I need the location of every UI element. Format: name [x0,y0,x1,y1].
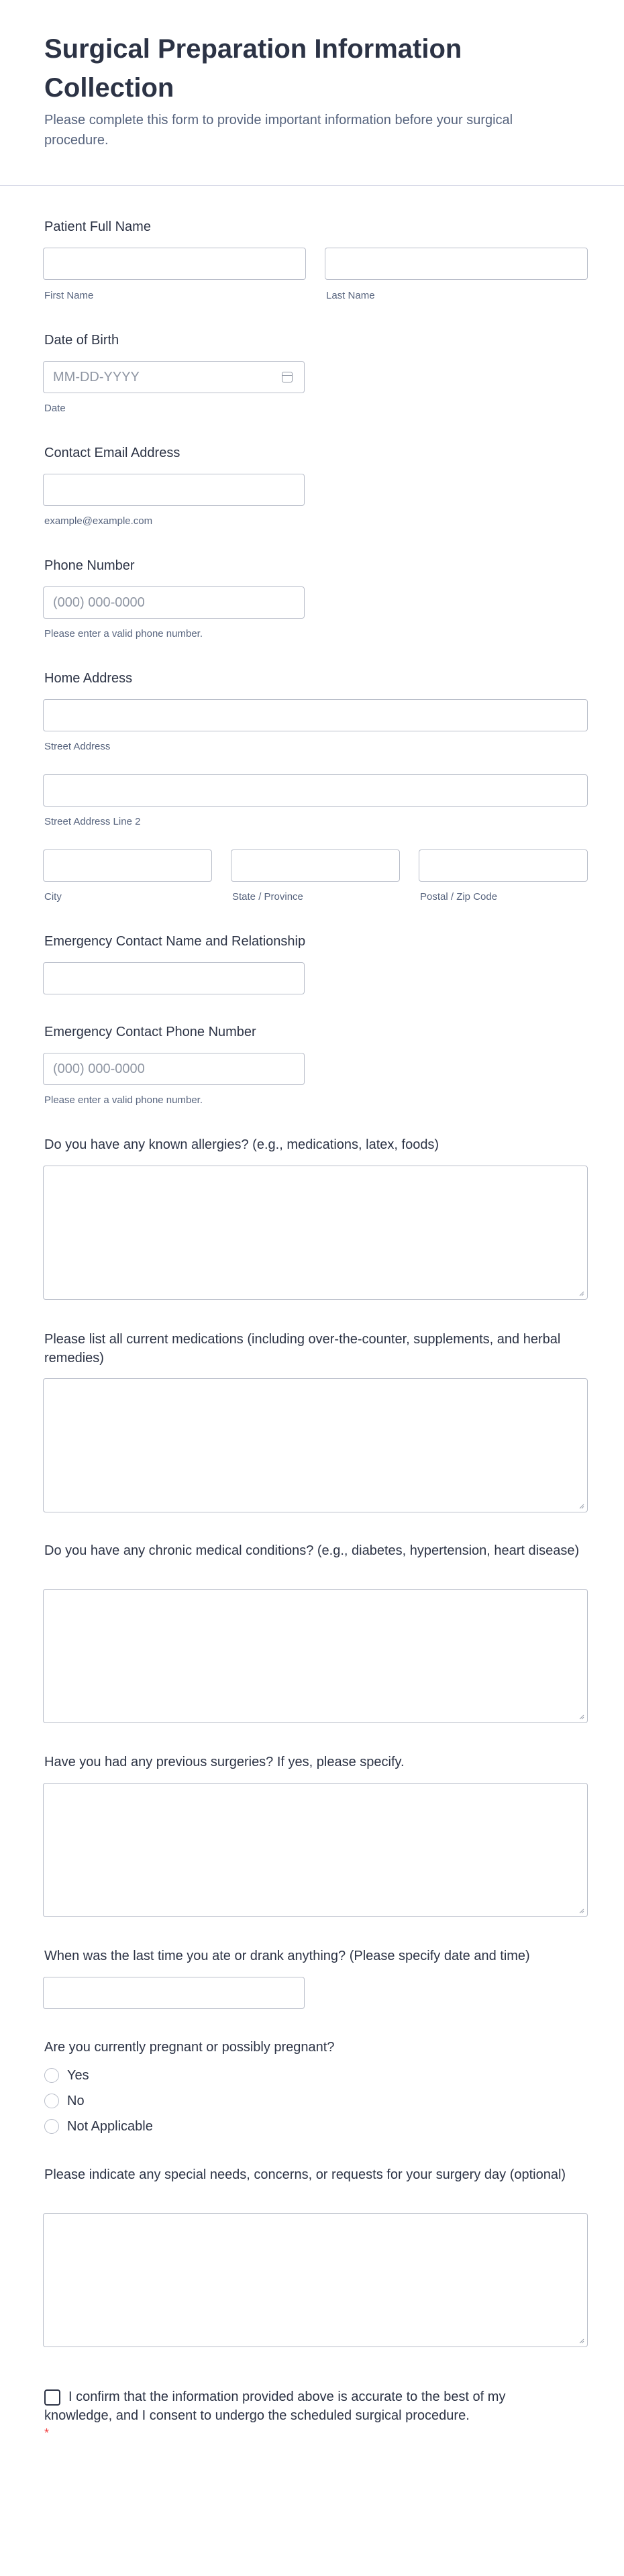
phone-label: Phone Number [44,558,135,573]
street-address-line2-sublabel: Street Address Line 2 [44,816,141,827]
dob-label: Date of Birth [44,333,119,348]
dob-input[interactable] [43,361,305,393]
form-header [0,0,624,186]
medications-label: Please list all current medications (including over-the-counter, supplements, and herbal remedies) [44,1332,561,1366]
last-name-sublabel: Last Name [326,290,375,301]
calendar-icon[interactable] [282,372,293,382]
last-meal-input[interactable] [43,1977,305,2009]
email-label: Contact Email Address [44,446,180,460]
street-address-input[interactable] [43,699,588,731]
conditions-label: Do you have any chronic medical conditions? (e.g., diabetes, hypertension, heart disease) [44,1543,580,1558]
emergency-name-input[interactable] [43,962,305,994]
street-address-line2-input[interactable] [43,774,588,807]
medications-textarea[interactable] [43,1378,588,1512]
address-label: Home Address [44,671,133,686]
pregnancy-na-label[interactable]: Not Applicable [67,2119,153,2134]
email-input[interactable] [43,474,305,506]
emergency-phone-label: Emergency Contact Phone Number [44,1025,256,1039]
first-name-sublabel: First Name [44,290,94,301]
city-input[interactable] [43,849,212,882]
special-needs-label: Please indicate any special needs, concerns, or requests for your surgery day (optional) [44,2167,566,2182]
surgeries-textarea[interactable] [43,1783,588,1917]
street-address-sublabel: Street Address [44,741,111,752]
emergency-name-label: Emergency Contact Name and Relationship [44,934,306,949]
resize-handle-icon[interactable] [578,1290,584,1296]
city-sublabel: City [44,891,62,903]
phone-sublabel: Please enter a valid phone number. [44,628,203,639]
first-name-input[interactable] [43,248,306,280]
zip-input[interactable] [419,849,588,882]
pregnancy-no-radio[interactable] [44,2094,59,2108]
state-input[interactable] [231,849,400,882]
phone-input[interactable] [43,586,305,619]
pregnancy-label: Are you currently pregnant or possibly pregnant? [44,2040,335,2055]
pregnancy-no-label[interactable]: No [67,2094,85,2108]
resize-handle-icon[interactable] [578,1502,584,1509]
allergies-textarea[interactable] [43,1166,588,1300]
emergency-phone-input[interactable] [43,1053,305,1085]
resize-handle-icon[interactable] [578,1907,584,1914]
pregnancy-yes-radio[interactable] [44,2068,59,2083]
consent-text[interactable]: I confirm that the information provided above is accurate to the best of my knowledge, and I consent to undergo the scheduled surgical procedure. [44,2389,506,2423]
emergency-phone-sublabel: Please enter a valid phone number. [44,1094,203,1106]
resize-handle-icon[interactable] [578,2337,584,2344]
patient-name-label: Patient Full Name [44,219,151,234]
form-card [0,186,624,2576]
page-title: Surgical Preparation Information Collection [44,34,462,103]
pregnancy-na-radio[interactable] [44,2119,59,2134]
surgeries-label: Have you had any previous surgeries? If yes, please specify. [44,1755,405,1769]
zip-sublabel: Postal / Zip Code [420,891,498,903]
required-mark: * [44,2426,50,2440]
page-subtitle: Please complete this form to provide important information before your surgical procedure. [44,113,513,148]
special-needs-textarea[interactable] [43,2213,588,2347]
allergies-label: Do you have any known allergies? (e.g., medications, latex, foods) [44,1137,439,1152]
state-sublabel: State / Province [232,891,303,903]
email-sublabel: example@example.com [44,515,153,527]
conditions-textarea[interactable] [43,1589,588,1723]
last-name-input[interactable] [325,248,588,280]
dob-sublabel: Date [44,403,66,414]
last-meal-label: When was the last time you ate or drank anything? (Please specify date and time) [44,1949,530,1963]
resize-handle-icon[interactable] [578,1713,584,1720]
pregnancy-yes-label[interactable]: Yes [67,2068,89,2083]
